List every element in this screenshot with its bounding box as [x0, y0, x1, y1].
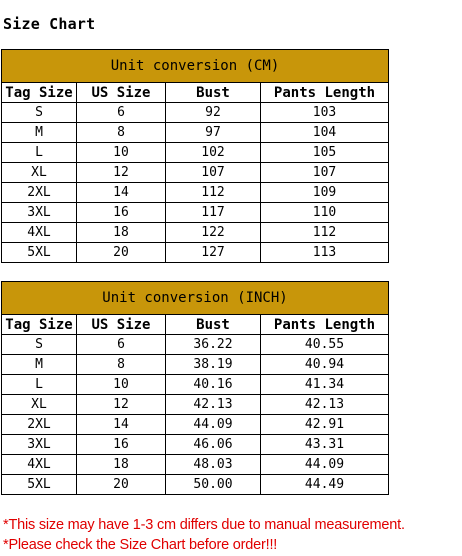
column-header: US Size: [77, 83, 166, 103]
table-cell: 50.00: [166, 475, 261, 495]
table-cell: 5XL: [2, 243, 77, 263]
table-cell: 6: [77, 103, 166, 123]
table-row: [2, 375, 389, 395]
table-row: [2, 123, 389, 143]
table-cell: 40.94: [261, 355, 389, 375]
column-header: Bust: [166, 315, 261, 335]
table-cell: 40.16: [166, 375, 261, 395]
column-header: US Size: [77, 315, 166, 335]
table-cell: 42.13: [166, 395, 261, 415]
size-table-inch: [1, 281, 389, 495]
column-header: Tag Size: [2, 83, 77, 103]
table-cell: 4XL: [2, 223, 77, 243]
size-table-cm: [1, 49, 389, 263]
table-cell: 2XL: [2, 415, 77, 435]
table-cell: XL: [2, 163, 77, 183]
table-cell: 20: [77, 475, 166, 495]
table-cell: 36.22: [166, 335, 261, 355]
table-cell: 16: [77, 435, 166, 455]
table-cell: 97: [166, 123, 261, 143]
table-cell: S: [2, 335, 77, 355]
table-cell: S: [2, 103, 77, 123]
column-header: Pants Length: [261, 315, 389, 335]
table-cell: 102: [166, 143, 261, 163]
table-cell: 109: [261, 183, 389, 203]
table-cell: 42.13: [261, 395, 389, 415]
table-cell: 44.49: [261, 475, 389, 495]
table-cell: 46.06: [166, 435, 261, 455]
table-cell: 10: [77, 375, 166, 395]
table-cell: 110: [261, 203, 389, 223]
table-row: [2, 143, 389, 163]
table-cell: 3XL: [2, 203, 77, 223]
table-row: [2, 475, 389, 495]
table-cell: 42.91: [261, 415, 389, 435]
table-row: [2, 183, 389, 203]
page-title: Size Chart: [3, 15, 96, 33]
table-cell: 8: [77, 123, 166, 143]
column-header: Pants Length: [261, 83, 389, 103]
table-cell: 2XL: [2, 183, 77, 203]
table-cell: 10: [77, 143, 166, 163]
table-cell: 122: [166, 223, 261, 243]
table-row: [2, 103, 389, 123]
table-cell: 12: [77, 163, 166, 183]
table-cell: 107: [261, 163, 389, 183]
table-cell: 14: [77, 415, 166, 435]
table-cell: 38.19: [166, 355, 261, 375]
table-cell: 6: [77, 335, 166, 355]
note-line: *Please check the Size Chart before order!!!: [3, 537, 278, 553]
table-cell: 112: [166, 183, 261, 203]
note-line: *This size may have 1-3 cm differs due to manual measurement.: [3, 517, 405, 533]
table-cell: 44.09: [166, 415, 261, 435]
table-cell: 48.03: [166, 455, 261, 475]
table-row: [2, 203, 389, 223]
notes: [3, 515, 405, 555]
table-row: [2, 335, 389, 355]
table-cell: 104: [261, 123, 389, 143]
table-cell: 127: [166, 243, 261, 263]
table-cell: 117: [166, 203, 261, 223]
table-row: [2, 243, 389, 263]
table-row: [2, 415, 389, 435]
table-cell: 4XL: [2, 455, 77, 475]
table-caption: Unit conversion (CM): [2, 50, 389, 83]
table-cell: 3XL: [2, 435, 77, 455]
table-cell: 103: [261, 103, 389, 123]
table-cell: 12: [77, 395, 166, 415]
table-row: [2, 355, 389, 375]
table-cell: 5XL: [2, 475, 77, 495]
column-header: Tag Size: [2, 315, 77, 335]
table-cell: 14: [77, 183, 166, 203]
table-row: [2, 163, 389, 183]
table-cell: 8: [77, 355, 166, 375]
table-cell: L: [2, 143, 77, 163]
table-cell: 113: [261, 243, 389, 263]
table-cell: 20: [77, 243, 166, 263]
table-cell: XL: [2, 395, 77, 415]
table-row: [2, 223, 389, 243]
table-cell: 44.09: [261, 455, 389, 475]
table-cell: 43.31: [261, 435, 389, 455]
table-cell: 18: [77, 223, 166, 243]
table-cell: 41.34: [261, 375, 389, 395]
table-cell: M: [2, 123, 77, 143]
table-cell: 105: [261, 143, 389, 163]
table-cell: 40.55: [261, 335, 389, 355]
table-cell: 18: [77, 455, 166, 475]
table-cell: 16: [77, 203, 166, 223]
table-cell: M: [2, 355, 77, 375]
table-row: [2, 395, 389, 415]
table-cell: L: [2, 375, 77, 395]
table-cell: 112: [261, 223, 389, 243]
table-cell: 92: [166, 103, 261, 123]
table-row: [2, 435, 389, 455]
table-caption: Unit conversion (INCH): [2, 282, 389, 315]
table-cell: 107: [166, 163, 261, 183]
table-row: [2, 455, 389, 475]
column-header: Bust: [166, 83, 261, 103]
